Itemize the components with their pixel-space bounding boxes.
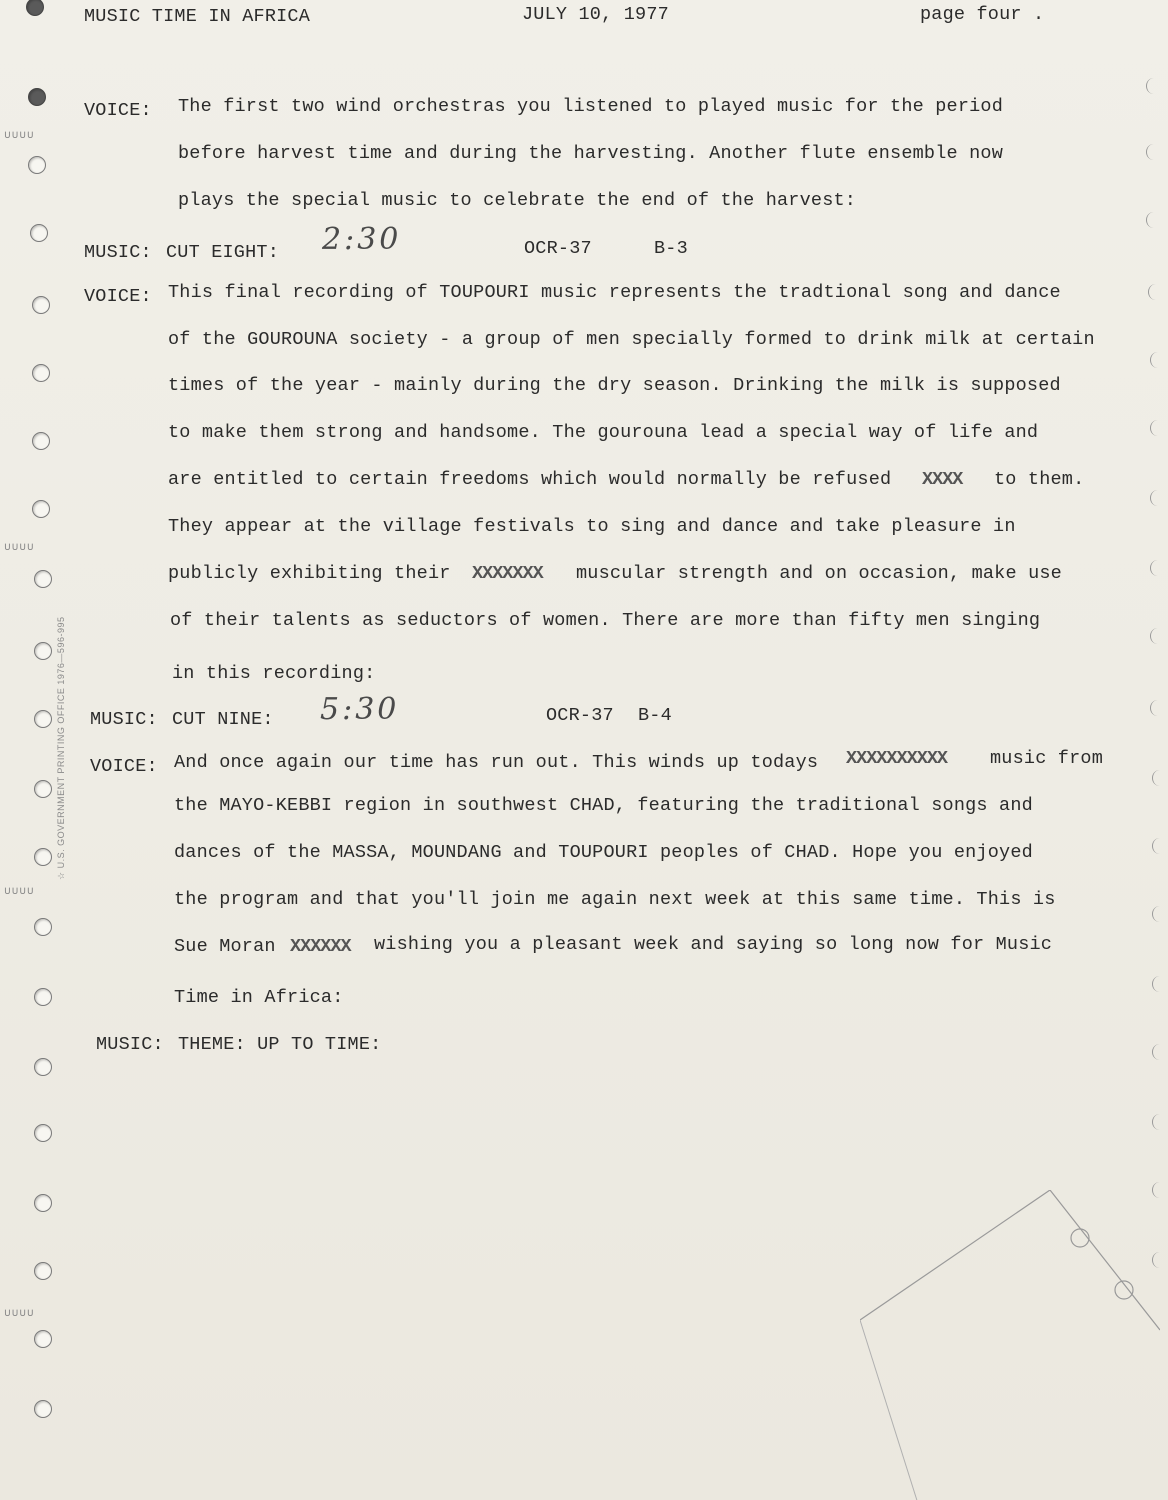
edge-notch [1152,1114,1167,1130]
binder-hole [32,500,50,518]
binder-hole [34,1058,52,1076]
music-cue: CUT NINE: [172,709,274,730]
script-date: JULY 10, 1977 [522,4,669,25]
perforation-mark: ∪∪∪∪ [4,1308,35,1320]
music-cue: THEME: UP TO TIME: [178,1034,382,1055]
binder-hole [34,1330,52,1348]
binder-hole [30,224,48,242]
voice-line: to them. [994,469,1085,490]
program-title: MUSIC TIME IN AFRICA [84,6,311,27]
voice-line: publicly exhibiting their [168,563,451,584]
voice-line: of their talents as seductors of women. There are more than fifty men singing [170,610,1041,631]
binder-hole [32,432,50,450]
voice-line: dances of the MASSA, MOUNDANG and TOUPOURI peoples of CHAD. Hope you enjoyed [174,842,1033,863]
strikeout-text: XXXXXX [290,936,351,957]
strikeout-text: XXXXXXXXXX [846,748,948,769]
binder-hole [34,642,52,660]
binder-hole [28,156,46,174]
edge-notch [1150,352,1165,368]
catalog-number: OCR-37 [546,705,614,726]
binder-hole [34,1194,52,1212]
voice-line: Time in Africa: [174,987,344,1008]
edge-notch [1150,700,1165,716]
music-cue: CUT EIGHT: [166,242,280,263]
edge-notch [1150,560,1165,576]
edge-notch [1146,78,1161,94]
speaker-label: VOICE: [90,756,158,777]
edge-notch [1152,770,1167,786]
voice-line: muscular strength and on occasion, make use [576,563,1062,584]
record-side: B-3 [654,238,688,259]
voice-line: And once again our time has run out. This winds up todays [174,752,819,773]
edge-notch [1148,284,1163,300]
speaker-label: MUSIC: [84,242,152,263]
voice-line: music from [990,748,1104,769]
edge-notch [1152,906,1167,922]
voice-line: the MAYO-KEBBI region in southwest CHAD, featuring the traditional songs and [174,795,1033,816]
voice-line: in this recording: [172,663,376,684]
binder-hole [32,296,50,314]
binder-hole [28,88,46,106]
binder-hole [34,710,52,728]
binder-hole [34,780,52,798]
voice-line: plays the special music to celebrate the end of the harvest: [178,190,857,211]
voice-line: This final recording of TOUPOURI music represents the tradtional song and dance [168,282,1061,303]
binder-hole [34,848,52,866]
speaker-label: MUSIC: [96,1034,164,1055]
binder-hole [32,364,50,382]
binder-hole [34,988,52,1006]
edge-notch [1152,838,1167,854]
speaker-label: VOICE: [84,100,152,121]
voice-line: to make them strong and handsome. The gourouna lead a special way of life and [168,422,1039,443]
handwritten-duration: 5:30 [320,692,400,727]
binder-hole [26,0,44,16]
voice-line: before harvest time and during the harvesting. Another flute ensemble now [178,143,1004,164]
voice-line: Sue Moran [174,936,276,957]
strikeout-text: XXXX [922,469,963,490]
binder-hole [34,1262,52,1280]
strikeout-text: XXXXXXX [472,563,543,584]
edge-notch [1150,490,1165,506]
page-number-label: page four . [920,4,1045,25]
binder-hole [34,1400,52,1418]
perforation-mark: ∪∪∪∪ [4,886,35,898]
perforation-mark: ∪∪∪∪ [4,130,35,142]
edge-notch [1152,1044,1167,1060]
perforation-mark: ∪∪∪∪ [4,542,35,554]
voice-line: The first two wind orchestras you listened to played music for the period [178,96,1004,117]
voice-line: are entitled to certain freedoms which would normally be refused [168,469,892,490]
edge-notch [1146,212,1161,228]
printing-office-imprint: ☆ U.S. GOVERNMENT PRINTING OFFICE 1976—596-995 [56,616,66,880]
voice-line: times of the year - mainly during the dry season. Drinking the milk is supposed [168,375,1061,396]
edge-notch [1146,144,1161,160]
voice-line: of the GOUROUNA society - a group of men specially formed to drink milk at certain [168,329,1095,350]
binder-hole [34,918,52,936]
record-side: B-4 [638,705,672,726]
edge-notch [1150,628,1165,644]
binder-hole [34,1124,52,1142]
voice-line: They appear at the village festivals to sing and dance and take pleasure in [168,516,1016,537]
voice-line: the program and that you'll join me again next week at this same time. This is [174,889,1056,910]
voice-line: wishing you a pleasant week and saying so long now for Music [374,934,1053,955]
edge-notch [1150,420,1165,436]
catalog-number: OCR-37 [524,238,592,259]
folded-corner-lines [860,1190,1160,1500]
speaker-label: VOICE: [84,286,152,307]
speaker-label: MUSIC: [90,709,158,730]
edge-notch [1152,976,1167,992]
binder-hole [34,570,52,588]
handwritten-duration: 2:30 [322,222,402,257]
